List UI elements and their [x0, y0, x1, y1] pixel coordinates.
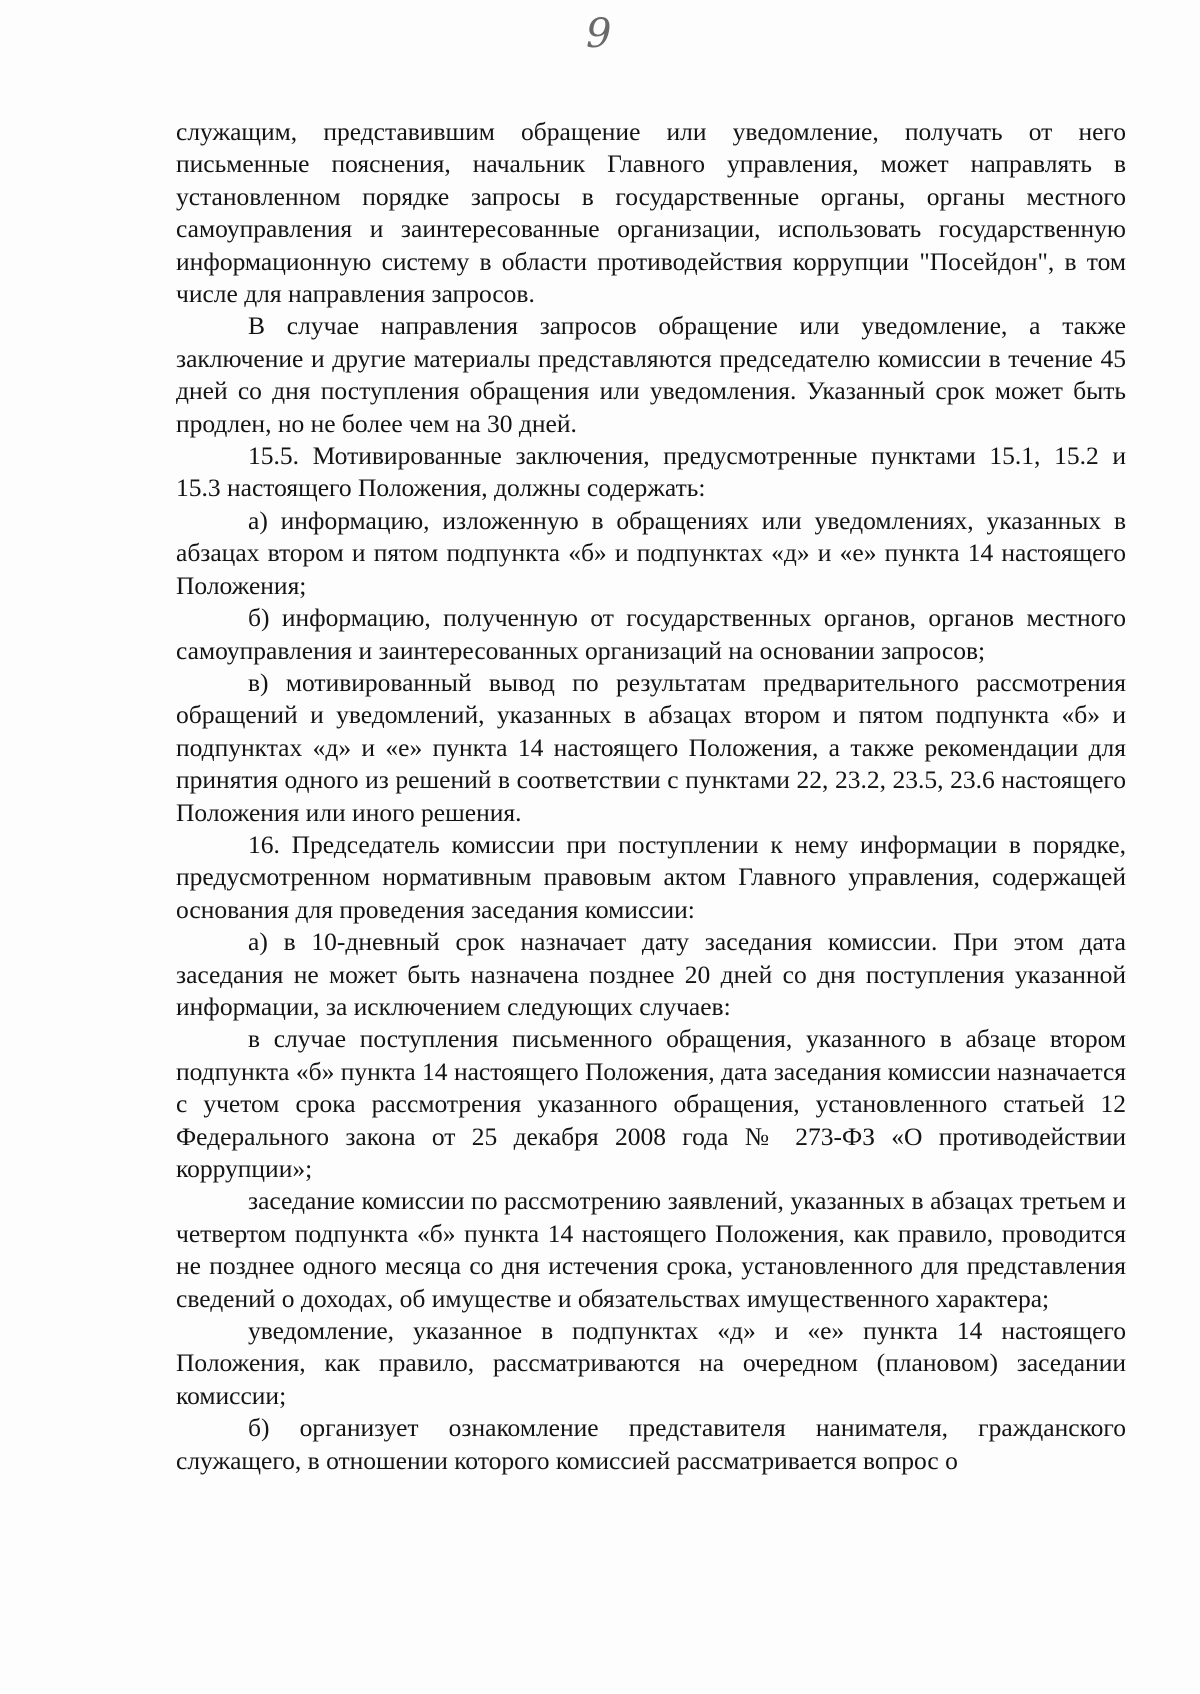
paragraph: заседание комиссии по рассмотрению заявлений, указанных в абзацах третьем и четвертом подпункта «б» пункта 14 настоящего Положения, как правило, проводится не позднее одного месяца со дня истечения срока, установленного для представления сведений о доходах, об имуществе и обязательствах имущественного характера;: [176, 1186, 1126, 1313]
paragraph: а) информацию, изложенную в обращениях или уведомлениях, указанных в абзацах втором и пятом подпункта «б» и подпунктах «д» и «е» пункта 14 настоящего Положения;: [176, 505, 1126, 600]
paragraph: 16. Председатель комиссии при поступлении к нему информации в порядке, предусмотренном нормативным правовым актом Главного управления, содержащей основания для проведения заседания комиссии:: [176, 829, 1126, 924]
paragraph: 15.5. Мотивированные заключения, предусмотренные пунктами 15.1, 15.2 и 15.3 настоящего Положения, должны содержать:: [176, 441, 1126, 503]
paragraph: служащим, представившим обращение или уведомление, получать от него письменные пояснения, начальник Главного управления, может направлять в установленном порядке запросы в государственные органы, органы местного самоуправления и заинтересованные организации, использовать государственную информационную систему в области противодействия коррупции "Посейдон", в том числе для направления запросов.: [176, 117, 1126, 309]
paragraph: в) мотивированный вывод по результатам предварительного рассмотрения обращений и уведомлений, указанных в абзацах втором и пятом подпункта «б» и подпунктах «д» и «е» пункта 14 настоящего Положения, а также рекомендации для принятия одного из решений в соответствии с пунктами 22, 23.2, 23.5, 23.6 настоящего Положения или иного решения.: [176, 667, 1126, 827]
paragraph: б) информацию, полученную от государственных органов, органов местного самоуправления и заинтересованных организаций на основании запросов;: [176, 603, 1126, 665]
document-body: [176, 116, 1126, 1477]
paragraph: б) организует ознакомление представителя нанимателя, гражданского служащего, в отношении которого комиссией рассматривается вопрос о: [176, 1413, 1126, 1475]
page-number: 9: [586, 11, 612, 57]
paragraph: уведомление, указанное в подпунктах «д» и «е» пункта 14 настоящего Положения, как правило, рассматриваются на очередном (плановом) заседании комиссии;: [176, 1316, 1126, 1410]
paragraph: В случае направления запросов обращение или уведомление, а также заключение и другие материалы представляются председателю комиссии в течение 45 дней со дня поступления обращения или уведомления. Указанный срок может быть продлен, но не более чем на 30 дней.: [176, 311, 1126, 438]
paragraph: а) в 10-дневный срок назначает дату заседания комиссии. При этом дата заседания не может быть назначена позднее 20 дней со дня поступления указанной информации, за исключением следующих случаев:: [176, 927, 1126, 1021]
paragraph: в случае поступления письменного обращения, указанного в абзаце втором подпункта «б» пункта 14 настоящего Положения, дата заседания комиссии назначается с учетом срока рассмотрения указанного обращения, установленного статьей 12 Федерального закона от 25 декабря 2008 года № 273-ФЗ «О противодействии коррупции»;: [176, 1024, 1126, 1183]
